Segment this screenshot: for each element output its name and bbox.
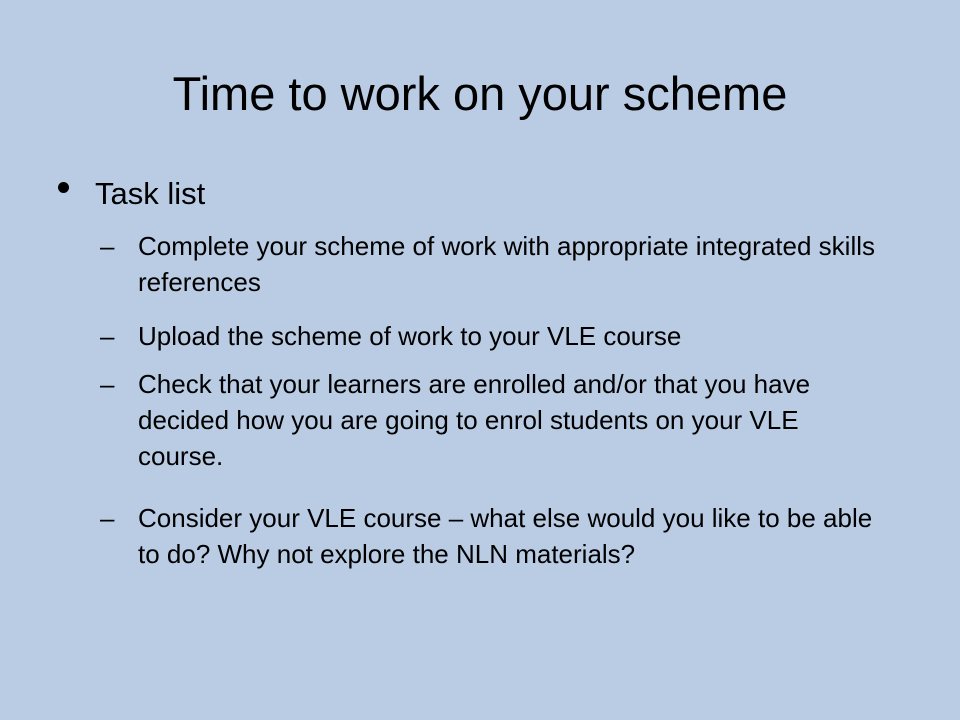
task-item <box>100 318 880 354</box>
dash-icon: – <box>100 231 115 261</box>
task-item <box>100 500 880 608</box>
dash-icon: – <box>100 503 115 533</box>
dash-icon: – <box>100 321 115 351</box>
slide-title: Time to work on your scheme <box>172 67 788 120</box>
task-list-heading: Task list <box>95 176 206 211</box>
dash-icon: – <box>100 369 115 399</box>
bullet-icon <box>58 182 69 193</box>
task-item <box>100 366 880 474</box>
task-item <box>100 228 880 300</box>
task-list-bullet <box>58 172 878 216</box>
task-item-text: Check that your learners are enrolled and/or that you have decided how you are going to enrol students on your VLE course. <box>138 369 811 471</box>
task-item-text: Consider your VLE course – what else would you like to be able to do? Why not explore the NLN materials? <box>138 503 873 569</box>
task-item-text: Upload the scheme of work to your VLE course <box>138 321 682 351</box>
task-item-text: Complete your scheme of work with appropriate integrated skills references <box>138 231 876 297</box>
